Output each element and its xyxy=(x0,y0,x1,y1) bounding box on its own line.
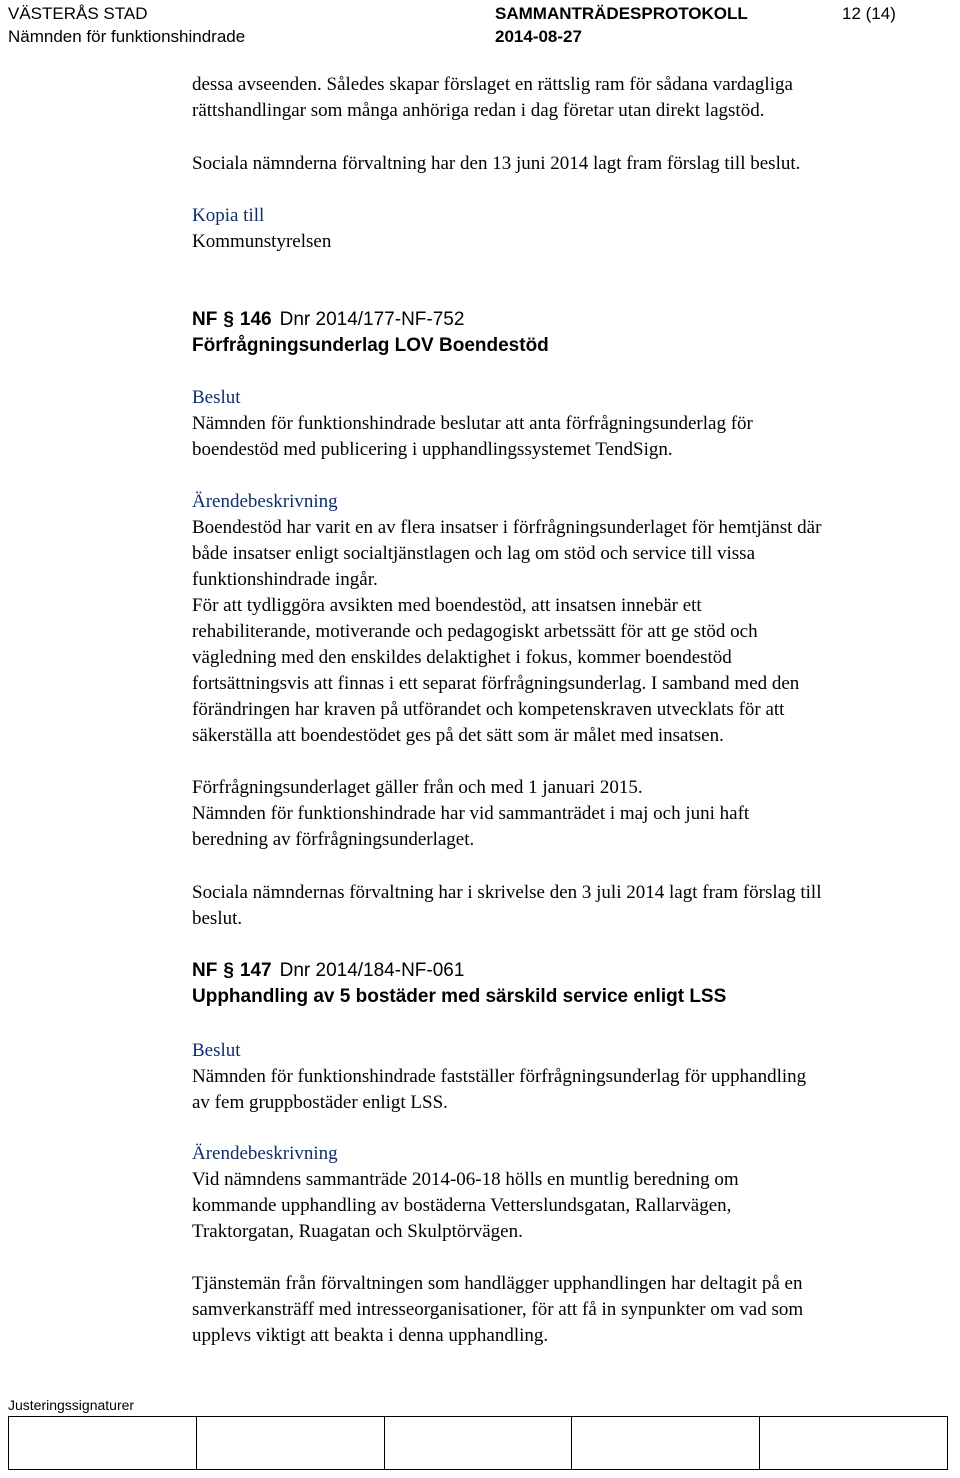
text-line: dessa avseenden. Således skapar förslaget en rättslig ram för sådana vardagliga xyxy=(192,74,793,95)
case-dnr: Dnr 2014/184-NF-061 xyxy=(279,960,465,981)
case-heading xyxy=(192,307,932,333)
case-prefix: NF xyxy=(192,309,218,330)
text-line: beslut. xyxy=(192,908,243,929)
text-line: Förfrågningsunderlaget gäller från och med 1 januari 2015. xyxy=(192,777,643,798)
document-type: SAMMANTRÄDESPROTOKOLL xyxy=(495,4,748,23)
text-line: både insatser enligt socialtjänstlagen och lag om stöd och service till vissa xyxy=(192,543,755,564)
copy-to-label: Kopia till xyxy=(192,205,265,226)
text-line: funktionshindrade ingår. xyxy=(192,569,378,590)
city-name: VÄSTERÅS STAD xyxy=(8,4,148,23)
text-line: samverkansträff med intresseorganisationer, för att få in synpunkter om vad som xyxy=(192,1299,804,1320)
case-number: 146 xyxy=(239,309,272,330)
text-line: vägledning med den enskildes delaktighet i fokus, kommer boendestöd xyxy=(192,647,732,668)
meeting-date: 2014-08-27 xyxy=(495,27,582,46)
text-line: Sociala nämndernas förvaltning har i skrivelse den 3 juli 2014 lagt fram förslag till xyxy=(192,882,822,903)
decision-text xyxy=(192,411,932,463)
signature-box xyxy=(8,1416,948,1470)
description-paragraph xyxy=(192,1167,932,1245)
page-header xyxy=(0,0,960,48)
description-label: Ärendebeskrivning xyxy=(192,1143,338,1164)
signature-cell[interactable] xyxy=(385,1417,573,1469)
text-line: upplevs viktigt att beakta i denna upphandling. xyxy=(192,1325,549,1346)
signature-cell[interactable] xyxy=(9,1417,197,1469)
text-line: av fem gruppbostäder enligt LSS. xyxy=(192,1092,448,1113)
signature-cell[interactable] xyxy=(572,1417,760,1469)
text-line: säkerställa att boendestödet ges på det sätt som är målet med insatsen. xyxy=(192,725,724,746)
committee-name: Nämnden för funktionshindrade xyxy=(8,27,246,46)
case-title: Förfrågningsunderlag LOV Boendestöd xyxy=(192,335,549,356)
text-line: kommande upphandling av bostäderna Vetterslundsgatan, Rallarvägen, xyxy=(192,1195,732,1216)
decision-label: Beslut xyxy=(192,387,241,408)
intro-paragraph xyxy=(192,72,932,124)
text-line: Nämnden för funktionshindrade beslutar att anta förfrågningsunderlag för xyxy=(192,413,753,434)
text-line: Vid nämndens sammanträde 2014-06-18 hölls en muntlig beredning om xyxy=(192,1169,739,1190)
case-147 xyxy=(192,958,932,1010)
section-sign: § xyxy=(223,309,234,330)
text-line: Boendestöd har varit en av flera insatser i förfrågningsunderlaget för hemtjänst där xyxy=(192,517,822,538)
text-line: Nämnden för funktionshindrade har vid sammanträdet i maj och juni haft xyxy=(192,803,750,824)
case-prefix: NF xyxy=(192,960,218,981)
text-line: rättshandlingar som många anhöriga redan i dag företar utan direkt lagstöd. xyxy=(192,100,765,121)
decision-label: Beslut xyxy=(192,1040,241,1061)
copy-to-recipient: Kommunstyrelsen xyxy=(192,231,332,252)
text-line: Nämnden för funktionshindrade fastställer förfrågningsunderlag för upphandling xyxy=(192,1066,807,1087)
case-title: Upphandling av 5 bostäder med särskild service enligt LSS xyxy=(192,986,727,1007)
description-paragraph xyxy=(192,775,932,853)
section-sign: § xyxy=(223,960,234,981)
text-line: boendestöd med publicering i upphandlingssystemet TendSign. xyxy=(192,439,673,460)
text-line: Sociala nämnderna förvaltning har den 13 juni 2014 lagt fram förslag till beslut. xyxy=(192,153,801,174)
text-line: beredning av förfrågningsunderlaget. xyxy=(192,829,475,850)
case-heading xyxy=(192,958,932,984)
decision-text xyxy=(192,1064,932,1116)
text-line: Tjänstemän från förvaltningen som handlägger upphandlingen har deltagit på en xyxy=(192,1273,803,1294)
description-paragraph xyxy=(192,880,932,932)
proposal-paragraph xyxy=(192,151,932,177)
text-line: rehabiliterande, motiverande och pedagogiskt arbetssätt för att ge stöd och xyxy=(192,621,758,642)
signature-cell[interactable] xyxy=(760,1417,947,1469)
signature-label: Justeringssignaturer xyxy=(8,1397,135,1413)
text-line: Traktorgatan, Ruagatan och Skulptörvägen. xyxy=(192,1221,523,1242)
description-paragraph xyxy=(192,515,932,749)
text-line: För att tydliggöra avsikten med boendestöd, att insatsen innebär ett xyxy=(192,595,702,616)
case-dnr: Dnr 2014/177-NF-752 xyxy=(279,309,465,330)
description-paragraph xyxy=(192,1271,932,1349)
description-label: Ärendebeskrivning xyxy=(192,491,338,512)
signature-cell[interactable] xyxy=(197,1417,385,1469)
case-146 xyxy=(192,307,932,359)
text-line: förändringen har kraven på utförandet och kompetenskraven utvecklats för att xyxy=(192,699,785,720)
page-number: 12 (14) xyxy=(842,4,896,23)
case-number: 147 xyxy=(239,960,272,981)
text-line: fortsättningsvis att finnas i ett separat förfrågningsunderlag. I samband med den xyxy=(192,673,800,694)
